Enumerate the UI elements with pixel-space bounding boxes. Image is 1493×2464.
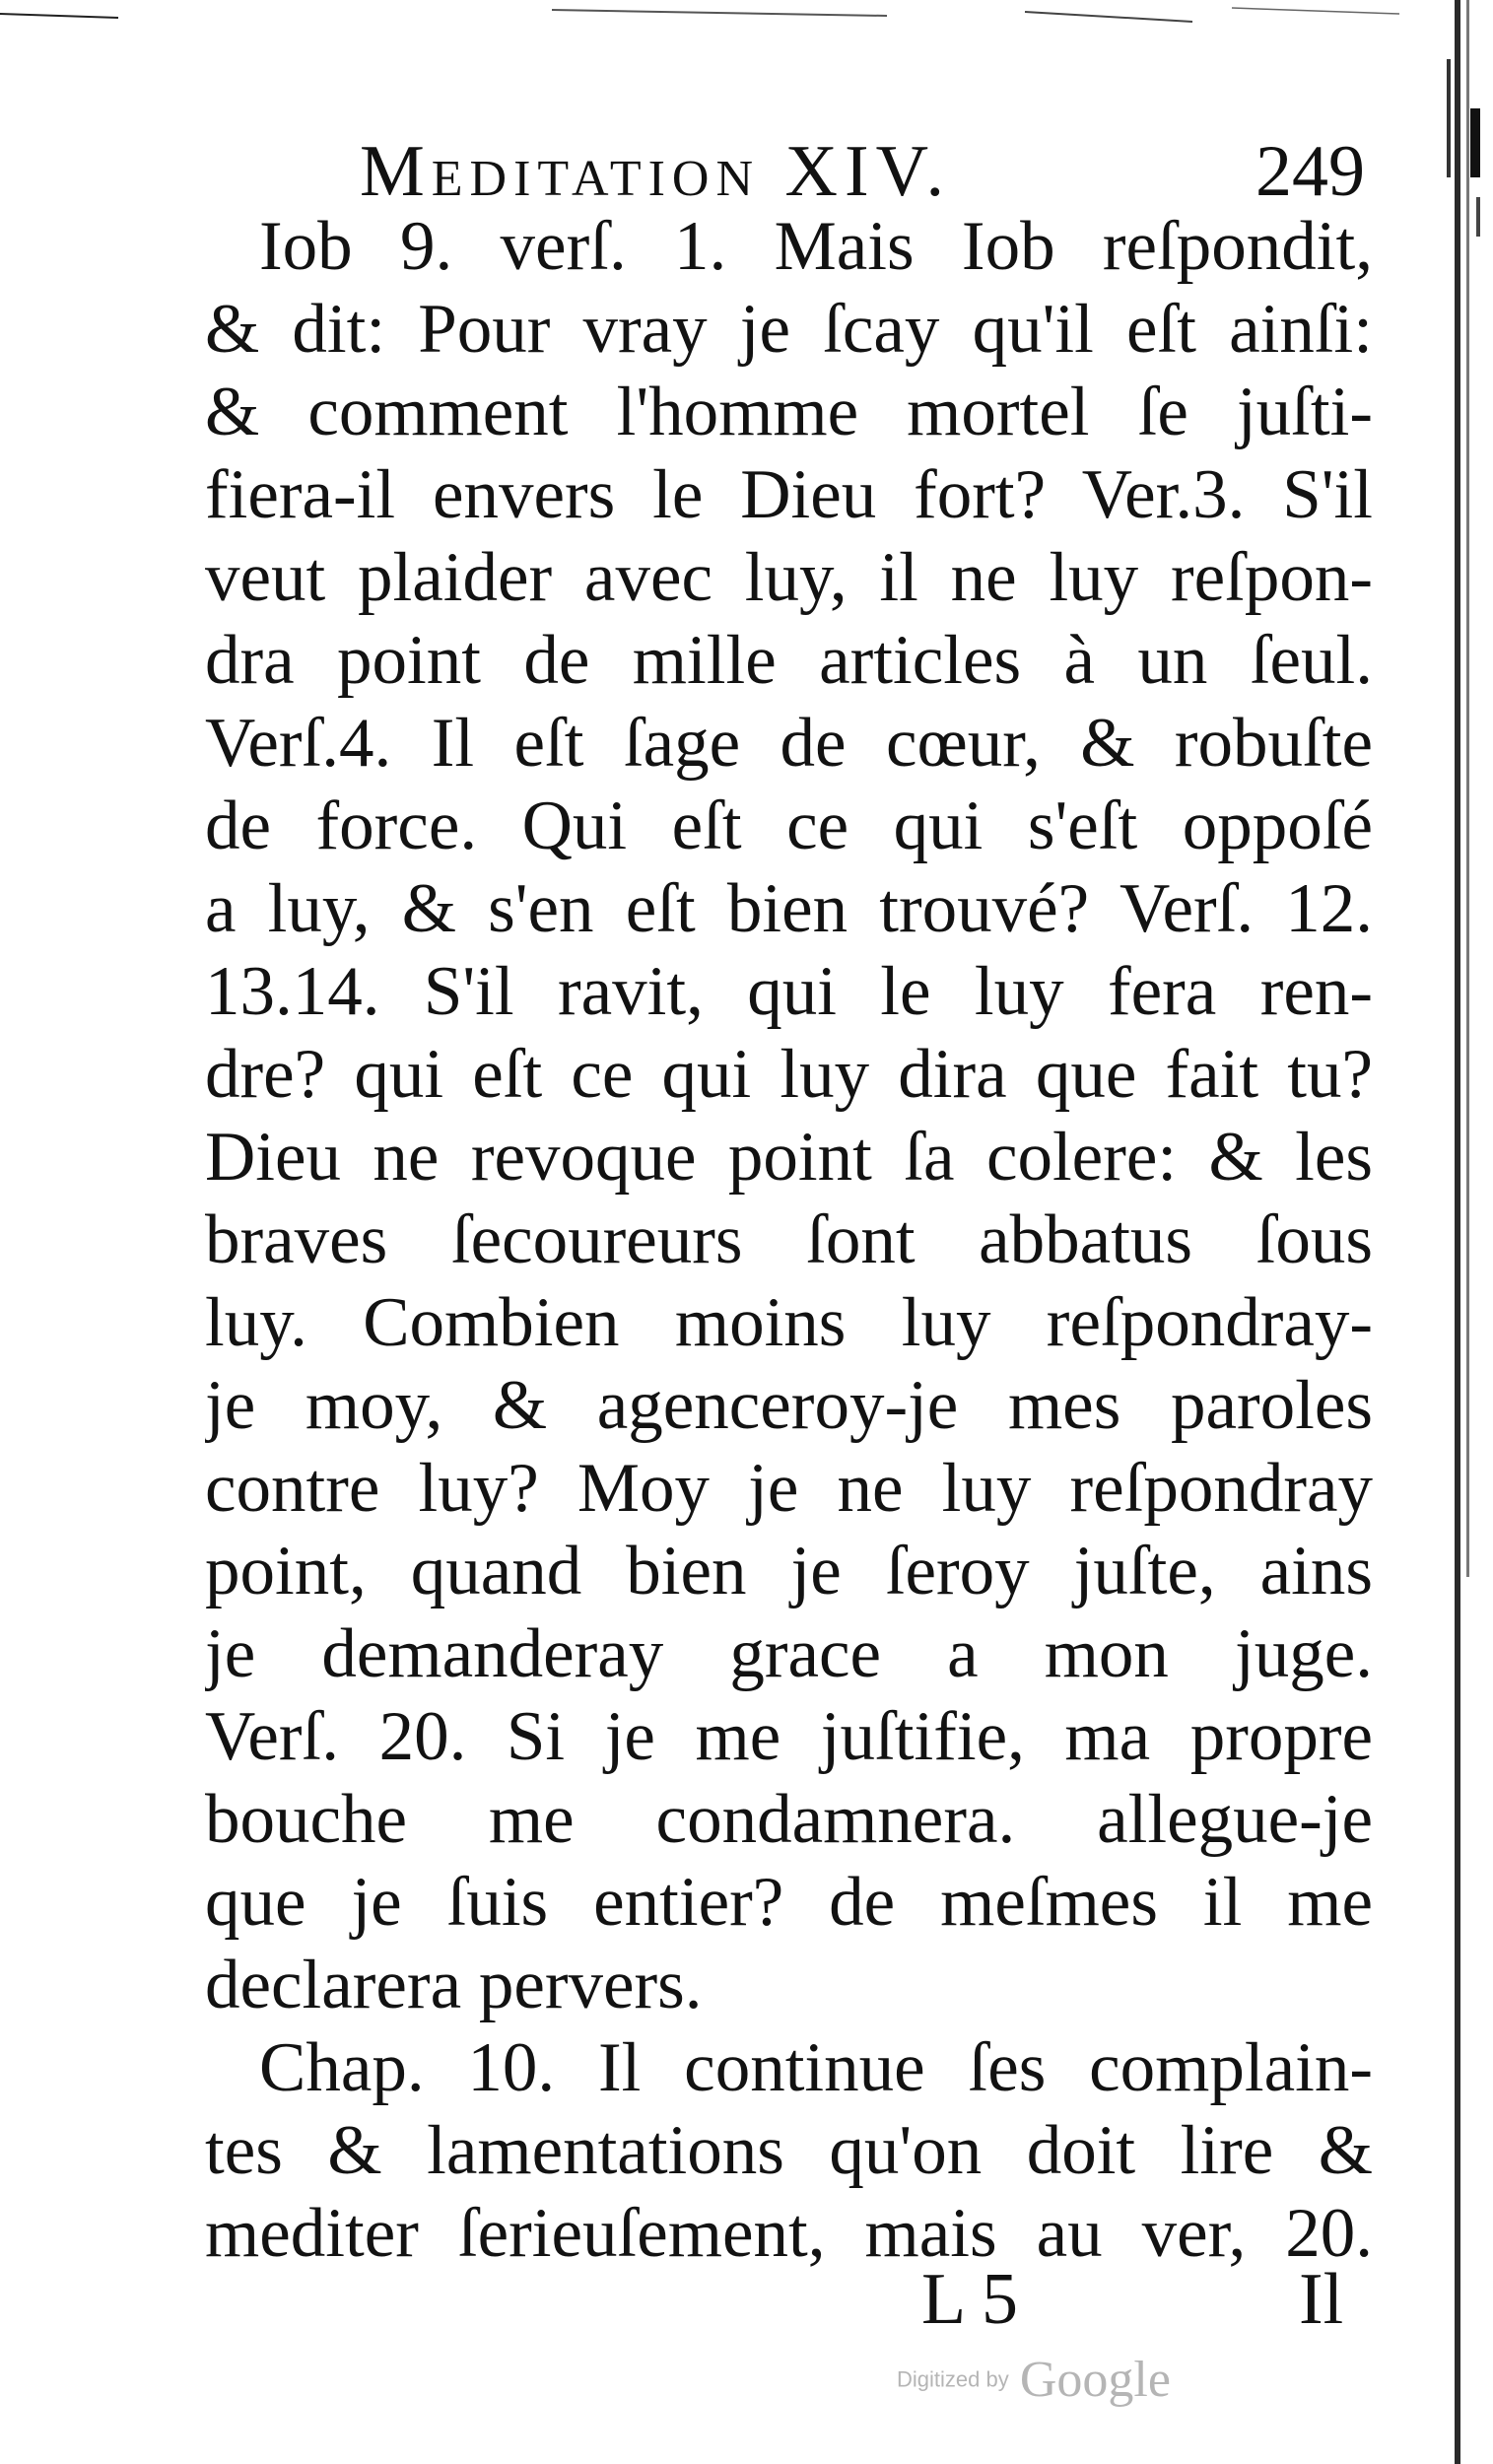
page-number: 249: [1255, 131, 1365, 212]
text-line: Verſ.4. Il eſt ſage de cœur, & robuſte: [205, 705, 1373, 782]
text-line: Verſ. 20. Si je me juſtifie, ma propre: [205, 1698, 1373, 1775]
body-text: [205, 205, 1373, 2275]
text-line: & comment l'homme mortel ſe juſti-: [205, 374, 1373, 450]
text-line: Iob 9. verſ. 1. Mais Iob reſpondit,: [259, 208, 1373, 285]
signature-mark: L 5: [921, 2259, 1018, 2340]
text-line: Chap. 10. Il continue ſes complain-: [259, 2029, 1373, 2106]
running-head-title: Meditation XIV.: [360, 131, 951, 212]
text-line: tes & lamentations qu'on doit lire &: [205, 2112, 1373, 2189]
text-line: dra point de mille articles à un ſeul.: [205, 622, 1373, 699]
watermark-prefix: Digitized by: [897, 2366, 1009, 2392]
catchword: Il: [1299, 2259, 1344, 2340]
text-line: bouche me condamnera. allegue-je: [205, 1781, 1373, 1858]
top-edge-smudges: [0, 0, 1493, 35]
text-line: & dit: Pour vray je ſcay qu'il eſt ainſi:: [205, 291, 1373, 368]
text-line: que je ſuis entier? de meſmes il me: [205, 1864, 1373, 1941]
text-line: dre? qui eſt ce qui luy dira que fait tu?: [205, 1036, 1373, 1113]
right-gutter-edge: [1441, 0, 1493, 2464]
text-line: je moy, & agenceroy-je mes paroles: [205, 1367, 1373, 1444]
text-line: declarera pervers.: [205, 1947, 703, 2023]
text-line: Dieu ne revoque point ſa colere: & les: [205, 1119, 1373, 1196]
watermark-brand: Google: [1019, 2352, 1171, 2408]
text-line: je demanderay grace a mon juge.: [205, 1615, 1373, 1692]
text-line: veut plaider avec luy, il ne luy reſpon-: [205, 539, 1373, 616]
text-line: contre luy? Moy je ne luy reſpondray: [205, 1450, 1373, 1527]
text-line: point, quand bien je ſeroy juſte, ains: [205, 1533, 1373, 1609]
text-line: de force. Qui eſt ce qui s'eſt oppoſé: [205, 787, 1373, 864]
text-line: 13.14. S'il ravit, qui le luy fera ren-: [205, 953, 1373, 1030]
text-line: a luy, & s'en eſt bien trouvé? Verſ. 12.: [205, 870, 1373, 947]
digitized-watermark: [897, 2351, 1171, 2420]
text-line: fiera-il envers le Dieu fort? Ver.3. S'il: [205, 456, 1373, 533]
text-line: luy. Combien moins luy reſpondray-: [205, 1284, 1373, 1361]
text-line: braves ſecoureurs ſont abbatus ſous: [205, 1201, 1373, 1278]
text-line: mediter ſerieuſement, mais au ver, 20.: [205, 2195, 1373, 2272]
